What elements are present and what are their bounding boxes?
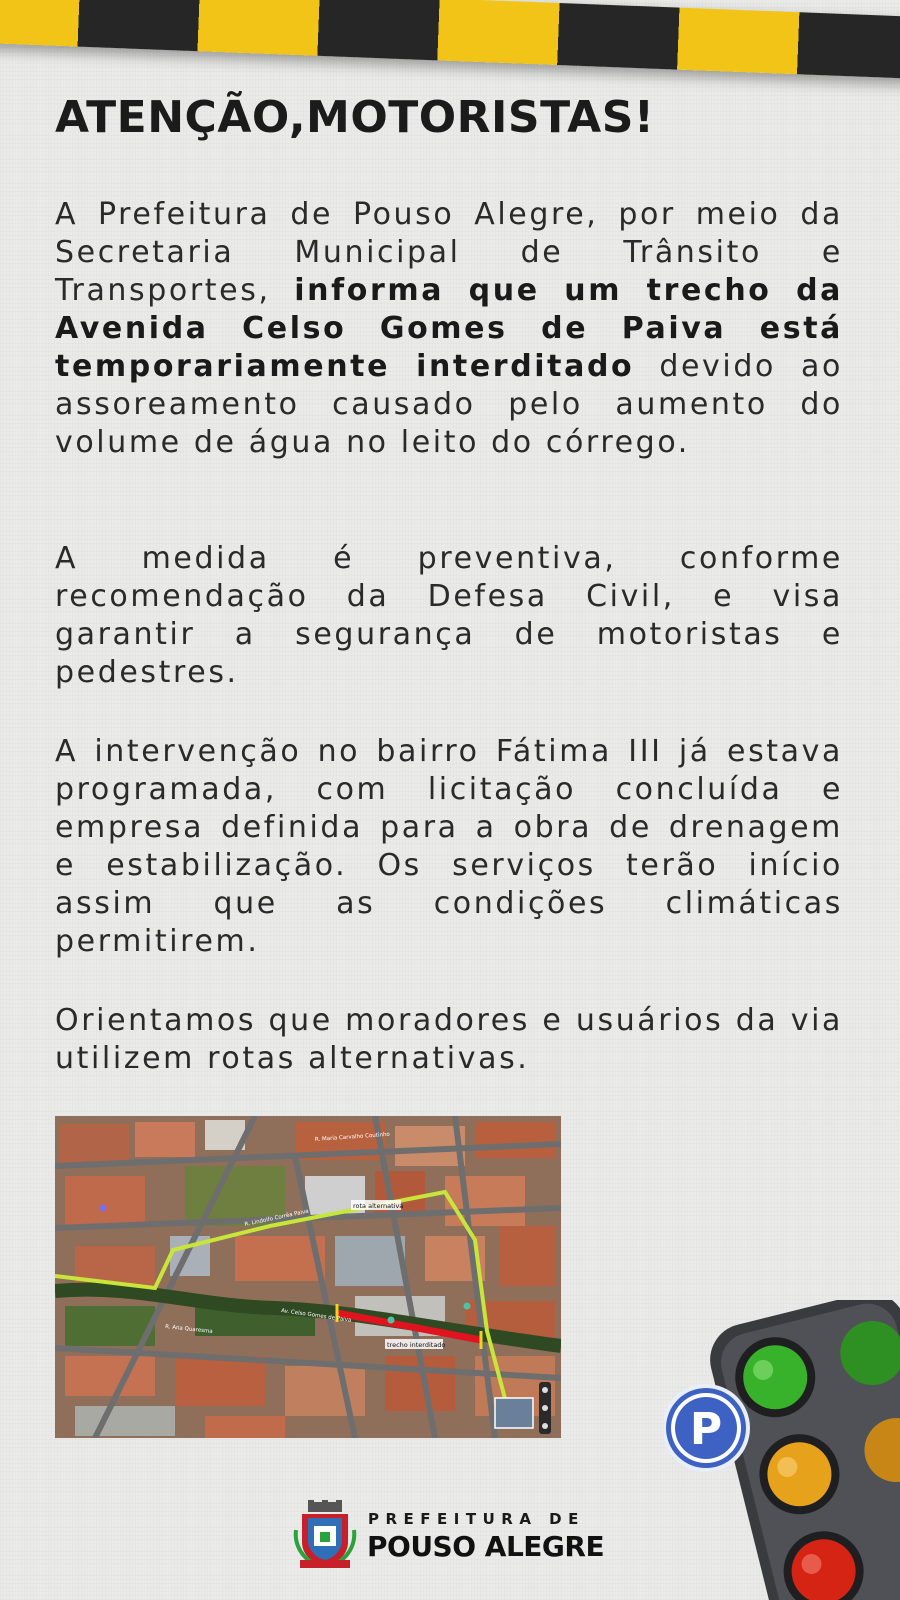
hazard-stripe-band <box>0 0 900 80</box>
paragraph-intro-highlight: informa que um trecho da Avenida Celso Gomes de Paiva está temporariamente interditado <box>55 273 843 384</box>
label-alternative-route: rota alternativa <box>353 1202 404 1210</box>
paragraph-intro-start: A Prefeitura de Pouso Alegre, por meio da Secretaria Municipal de Trânsito e Transportes, <box>55 197 843 308</box>
traffic-light-illustration <box>664 1300 900 1600</box>
label-blocked-section: trecho interditado <box>387 1341 446 1349</box>
page-title: ATENÇÃO,MOTORISTAS! <box>55 92 655 143</box>
city-coat-of-arms-icon <box>292 1500 358 1570</box>
paragraph-orientation: Orientamos que moradores e usuários da via utilizem rotas alternativas. <box>55 1003 843 1076</box>
paragraph-intro <box>55 196 843 462</box>
map-pin <box>464 1303 471 1310</box>
parking-sign-letter: P <box>689 1404 723 1455</box>
prefeitura-logo <box>292 1500 612 1575</box>
street-view-thumbnail <box>495 1398 533 1428</box>
paragraph-intervention: A intervenção no bairro Fátima III já estava programada, com licitação concluída e empresa definida para a obra de drenagem e estabilização. Os serviços terão início assim que as condições climáticas permitirem. <box>55 734 843 959</box>
logo-line-top: PREFEITURA DE <box>368 1510 585 1528</box>
map-pin <box>388 1317 395 1324</box>
street-label-top: R. Maria Carvalho Coutinho <box>314 1131 391 1143</box>
street-label-upper: R. Lindolfo Corrêa Paiva <box>244 1208 310 1228</box>
paragraph-preventive: A medida é preventiva, conforme recomendação da Defesa Civil, e visa garantir a segurança de motoristas e pedestres. <box>55 541 843 690</box>
route-map <box>55 1116 561 1438</box>
street-label-lower: R. Ana Quaresma <box>164 1324 213 1335</box>
street-label-main: Av. Celso Gomes de Paiva <box>280 1308 352 1324</box>
paragraph-intro-end: devido ao assoreamento causado pelo aumento do volume de água no leito do córrego. <box>55 349 843 460</box>
satellite-map <box>55 1116 561 1438</box>
logo-line-bottom: POUSO ALEGRE <box>367 1530 605 1563</box>
map-pin <box>100 1205 107 1212</box>
